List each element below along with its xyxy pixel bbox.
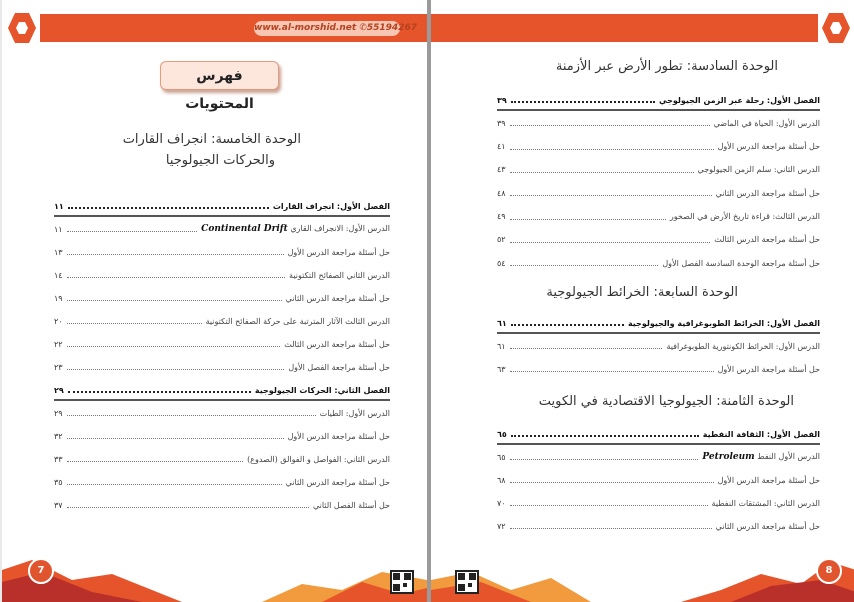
toc-row[interactable] [497, 450, 820, 464]
toc-page-number: ١٩ [54, 293, 63, 303]
toc-row[interactable] [54, 406, 390, 420]
toc-heading: فهرس المحتويات [160, 61, 279, 90]
toc-row[interactable] [54, 245, 390, 259]
toc-row[interactable] [54, 268, 390, 282]
toc-leader-dots [510, 167, 694, 173]
toc-entry-text: الدرس الأول: الانجراف القاري [290, 224, 390, 233]
toc-entry-title [716, 522, 820, 531]
right-page [431, 0, 854, 602]
toc-page-number: ٤٩ [497, 212, 506, 221]
toc-entry-title [703, 430, 820, 439]
toc-leader-dots [511, 431, 699, 437]
toc-entry-title [716, 189, 820, 198]
toc-page-number: ٦٥ [497, 452, 506, 462]
toc-row[interactable] [497, 362, 820, 376]
toc-page-number: ١١ [54, 224, 63, 234]
hexagon-corner-icon [8, 13, 36, 43]
toc-entry-text: الفصل الأول: رحلة عبر الزمن الجيولوجي [658, 95, 820, 105]
toc-entry-title [712, 499, 820, 508]
toc-entry-text: الفصل الأول: الخرائط الطوبوغرافية والجيولوجية [627, 318, 820, 328]
toc-page-number: ٦١ [497, 318, 507, 328]
toc-entry-title [284, 340, 390, 349]
toc-entry-text: حل أسئلة مراجعة الدرس الثاني [715, 188, 820, 198]
toc-page-number: ٢٠ [54, 316, 63, 326]
toc-entry-title [718, 476, 820, 485]
unit8-title: الوحدة الثامنة: الجيولوجيا الاقتصادية في الكويت [538, 394, 794, 409]
unit8-toc-list [497, 427, 820, 533]
toc-entry-text: حل أسئلة مراجعة الدرس الثالث [284, 339, 390, 349]
toc-leader-dots [510, 477, 714, 483]
toc-entry-text: حل أسئلة مراجعة الدرس الأول [717, 142, 820, 152]
toc-row[interactable] [497, 186, 820, 200]
toc-leader-dots [67, 295, 282, 301]
footer-decoration [2, 552, 427, 602]
toc-row[interactable] [497, 496, 820, 510]
toc-row[interactable] [497, 116, 820, 130]
toc-entry-title [718, 142, 820, 151]
unit7-title: الوحدة السابعة: الخرائط الجيولوجية [546, 285, 738, 300]
toc-row[interactable] [497, 210, 820, 224]
toc-page-number: ٧٠ [497, 498, 506, 508]
toc-entry-text: الدرس الثاني الصفائح التكتونية [289, 270, 390, 280]
toc-chapter-row[interactable] [54, 383, 390, 397]
toc-entry-text: الدرس الأول: الخرائط الكونتورية الطوبوغرافية [666, 341, 820, 351]
toc-page-number: ٢٢ [54, 339, 63, 349]
toc-entry-title [286, 478, 390, 487]
toc-entry-text: حل أسئلة مراجعة الدرس الأول [287, 247, 390, 257]
unit6-toc-list [497, 93, 820, 269]
toc-page-number: ٦٥ [497, 429, 507, 439]
chapter-separator [54, 215, 390, 217]
toc-row[interactable] [497, 339, 820, 353]
toc-leader-dots [510, 237, 711, 243]
chapter-separator [497, 443, 820, 445]
toc-page-number: ٤٣ [497, 165, 506, 175]
toc-row[interactable] [54, 222, 390, 236]
toc-entry-title [670, 212, 820, 221]
toc-page-number: ٦٣ [497, 364, 506, 374]
toc-leader-dots [510, 500, 708, 506]
toc-leader-dots [67, 318, 202, 324]
toc-entry-latin-term: Petroleum [702, 452, 755, 462]
toc-entry-text: الدرس الثاني: الفواصل و الفوالق (الصدوع) [247, 454, 390, 464]
toc-row[interactable] [497, 140, 820, 154]
toc-entry-title [255, 386, 390, 395]
toc-leader-dots [67, 272, 285, 278]
toc-page-number: ٣٩ [497, 118, 506, 128]
toc-leader-dots [510, 343, 663, 349]
toc-entry-text: الدرس الثالث: قراءة تاريخ الأرض في الصخور [669, 212, 820, 221]
toc-entry-title [289, 271, 390, 280]
toc-row[interactable] [54, 337, 390, 351]
toc-leader-dots [510, 523, 712, 529]
hexagon-corner-icon [822, 13, 850, 43]
toc-entry-text: الفصل الأول: الثقافة النفطية [702, 429, 820, 439]
toc-entry-title [714, 119, 820, 128]
toc-page-number: ٢٣ [54, 362, 63, 372]
toc-entry-text: الدرس الثاني: المشتقات النفطية [711, 498, 820, 508]
toc-entry-title [206, 317, 390, 326]
toc-entry-text: حل أسئلة مراجعة الدرس الثاني [285, 293, 390, 303]
toc-entry-latin-term: Continental Drift [201, 224, 288, 234]
toc-page-number: ٣٣ [54, 454, 63, 464]
toc-leader-dots [67, 433, 284, 439]
toc-row[interactable] [497, 163, 820, 177]
toc-entry-title [201, 224, 390, 234]
toc-entry-title [698, 165, 820, 174]
toc-entry-title [628, 319, 820, 328]
left-page [2, 0, 427, 602]
toc-entry-text: الدرس الثالث الآثار المترتبة على حركة الصفائح التكتونية [205, 316, 390, 326]
toc-entry-text: حل أسئلة مراجعة الدرس الأول [717, 364, 820, 374]
toc-page-number: ٢٩ [54, 408, 63, 418]
toc-entry-title [313, 501, 390, 510]
header-bar [431, 14, 818, 42]
toc-row[interactable] [54, 498, 390, 512]
toc-leader-dots [67, 364, 285, 370]
page-number: 8 [816, 558, 842, 584]
toc-page-number: ٥٢ [497, 235, 506, 245]
qr-code-icon[interactable] [390, 570, 414, 594]
toc-entry-title [714, 235, 820, 244]
footer-decoration [431, 552, 854, 602]
toc-row[interactable] [54, 475, 390, 489]
toc-leader-dots [511, 320, 624, 326]
toc-chapter-row[interactable] [497, 427, 820, 441]
toc-row[interactable] [497, 256, 820, 270]
toc-page-number: ٦٨ [497, 475, 506, 485]
toc-page-number: ١٤ [54, 270, 63, 280]
toc-entry-title [662, 259, 820, 268]
toc-page-number: ١١ [54, 201, 64, 211]
toc-leader-dots [67, 502, 309, 508]
toc-list [54, 199, 390, 519]
toc-page-number: ٥٤ [497, 258, 506, 268]
toc-entry-text: حل أسئلة مراجعة الوحدة السادسة الفصل الأول [662, 258, 820, 268]
toc-leader-dots [510, 144, 714, 150]
toc-entry-text: الدرس الأول: الطيات [319, 408, 390, 418]
toc-row[interactable] [497, 473, 820, 487]
unit-title-line2: والحركات الجيولوجيا [165, 153, 275, 168]
toc-entry-text: الفصل الأول: انجراف القارات [272, 201, 390, 211]
website-banner[interactable]: www.al-morshid.net ✆55194267 [254, 21, 400, 36]
toc-entry-title [288, 432, 390, 441]
toc-leader-dots [67, 456, 243, 462]
toc-entry-text: حل أسئلة مراجعة الدرس الثاني [285, 477, 390, 487]
toc-leader-dots [510, 190, 712, 196]
toc-entry-text: حل أسئلة مراجعة الدرس الثاني [715, 521, 820, 531]
toc-entry-text: الدرس الأول النفط [757, 452, 820, 461]
toc-page-number: ٦١ [497, 341, 506, 351]
toc-entry-text: حل أسئلة مراجعة الدرس الأول [287, 431, 390, 441]
toc-entry-text: حل أسئلة مراجعة الدرس الأول [717, 475, 820, 485]
toc-entry-title [288, 248, 390, 257]
chapter-separator [54, 399, 390, 401]
toc-entry-title [288, 363, 390, 372]
toc-entry-title [286, 294, 390, 303]
toc-entry-title [273, 202, 390, 211]
unit6-title: الوحدة السادسة: تطور الأرض عبر الأزمنة [555, 59, 778, 74]
toc-page-number: ٤١ [497, 142, 506, 152]
toc-leader-dots [510, 366, 714, 372]
toc-leader-dots [68, 203, 269, 209]
toc-entry-title [666, 342, 820, 351]
toc-row[interactable] [497, 519, 820, 533]
qr-code-icon[interactable] [455, 570, 479, 594]
chapter-separator [497, 332, 820, 334]
toc-page-number: ٣٧ [54, 500, 63, 510]
toc-entry-title [702, 452, 820, 462]
toc-entry-title [247, 455, 390, 464]
toc-row[interactable] [54, 429, 390, 443]
toc-entry-title [718, 365, 820, 374]
toc-leader-dots [67, 249, 284, 255]
toc-page-number: ٢٩ [54, 385, 64, 395]
toc-page-number: ٤٨ [497, 188, 506, 198]
toc-leader-dots [510, 454, 699, 460]
toc-row[interactable] [497, 233, 820, 247]
toc-leader-dots [68, 387, 251, 393]
toc-entry-title [659, 96, 820, 105]
toc-entry-text: حل أسئلة مراجعة الدرس الثالث [714, 235, 820, 245]
toc-chapter-row[interactable] [497, 316, 820, 330]
toc-page-number: ١٣ [54, 247, 63, 257]
toc-row[interactable] [54, 360, 390, 374]
toc-leader-dots [67, 479, 282, 485]
toc-entry-text: الفصل الثاني: الحركات الجيولوجية [254, 385, 390, 395]
toc-chapter-row[interactable] [497, 93, 820, 107]
toc-entry-text: الدرس الأول: الحياة في الماضي [713, 118, 820, 128]
toc-leader-dots [510, 260, 659, 266]
unit7-toc-list [497, 316, 820, 378]
unit-title-line1: الوحدة الخامسة: انجراف القارات [122, 132, 301, 147]
toc-page-number: ٣٢ [54, 431, 63, 441]
toc-leader-dots [67, 341, 281, 347]
page-number: 7 [28, 558, 54, 584]
toc-chapter-row[interactable] [54, 199, 390, 213]
toc-page-number: ٧٢ [497, 521, 506, 531]
toc-entry-title [320, 409, 390, 418]
toc-row[interactable] [54, 291, 390, 305]
toc-row[interactable] [54, 314, 390, 328]
toc-leader-dots [510, 214, 666, 220]
toc-entry-text: الدرس الثاني: سلم الزمن الجيولوجي [697, 165, 820, 175]
toc-entry-text: حل أسئلة مراجعة الفصل الأول [288, 362, 390, 372]
toc-entry-text: حل أسئلة الفصل الثاني [312, 500, 390, 510]
toc-leader-dots [510, 120, 710, 126]
chapter-separator [497, 109, 820, 111]
toc-page-number: ٣٩ [497, 95, 507, 105]
toc-leader-dots [67, 410, 316, 416]
toc-page-number: ٣٥ [54, 477, 63, 487]
toc-leader-dots [511, 97, 655, 103]
toc-row[interactable] [54, 452, 390, 466]
toc-leader-dots [67, 226, 198, 232]
